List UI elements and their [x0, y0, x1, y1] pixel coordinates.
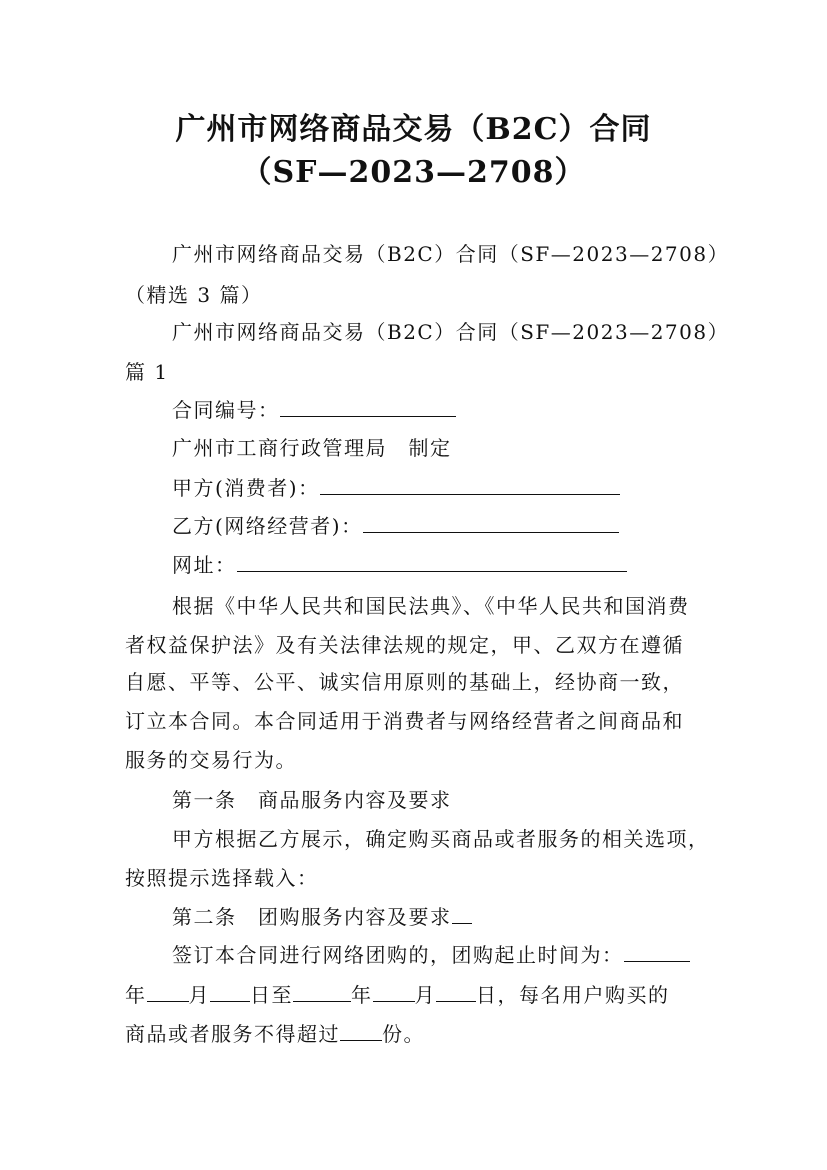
day-to-label: 日至 [250, 983, 293, 1007]
party-a-blank [320, 476, 620, 495]
end-day-blank [436, 983, 476, 1002]
purchase-limit-label: 商品或者服务不得超过 [125, 1022, 340, 1046]
article-2-heading: 第二条 团购服务内容及要求 [172, 905, 452, 929]
group-buy-period-label: 签订本合同进行网络团购的，团购起止时间为： [172, 943, 624, 967]
document-title: 广州市网络商品交易（B2C）合同 [175, 112, 652, 147]
article-1-heading: 第一条 商品服务内容及要求 [172, 788, 452, 812]
website-blank [237, 553, 627, 572]
contract-number-label: 合同编号： [172, 398, 280, 422]
purchase-limit-unit: 份。 [382, 1022, 425, 1046]
party-b-blank [363, 514, 619, 533]
party-a-row [172, 476, 620, 500]
end-year-blank [293, 983, 351, 1002]
group-buy-dates-row [125, 983, 670, 1007]
subtitle-selection-note: （精选 3 篇） [125, 283, 263, 307]
article-1-body-line: 按照提示选择载入： [125, 866, 319, 890]
preamble-line: 自愿、平等、公平、诚实信用原则的基础上，经协商一致， [125, 670, 684, 694]
month-label: 月 [414, 983, 436, 1007]
preamble-line: 根据《中华人民共和国民法典》、《中华人民共和国消费 [172, 594, 690, 618]
issuer-line: 广州市工商行政管理局 制定 [172, 436, 452, 460]
party-b-row [172, 514, 619, 538]
contract-number-blank [280, 398, 456, 417]
document-title-code: （SF—2023—2708） [241, 155, 586, 190]
subtitle-line: 广州市网络商品交易（B2C）合同（SF—2023—2708） [172, 242, 730, 266]
website-label: 网址： [172, 553, 237, 577]
preamble-line: 者权益保护法》及有关法律法规的规定，甲、乙双方在遵循 [125, 633, 684, 657]
group-buy-start-year-blank [624, 943, 690, 962]
article-1-body-line: 甲方根据乙方展示，确定购买商品或者服务的相关选项， [172, 827, 710, 851]
preamble-line: 订立本合同。本合同适用于消费者与网络经营者之间商品和 [125, 709, 684, 733]
group-buy-period-row [172, 943, 690, 967]
party-a-label: 甲方(消费者)： [172, 476, 320, 500]
purchase-limit-row [125, 1022, 425, 1046]
start-day-blank [210, 983, 250, 1002]
day-end-label: 日，每名用户购买的 [476, 983, 670, 1007]
article-2-heading-row [172, 905, 472, 929]
part-heading: 广州市网络商品交易（B2C）合同（SF—2023—2708） [172, 320, 730, 344]
part-number: 篇 1 [125, 360, 169, 384]
party-b-label: 乙方(网络经营者)： [172, 514, 363, 538]
preamble-line: 服务的交易行为。 [125, 748, 297, 772]
website-row [172, 553, 627, 577]
start-month-blank [147, 983, 189, 1002]
contract-number-row [172, 398, 456, 422]
purchase-limit-blank [340, 1022, 382, 1041]
article-2-heading-blank [452, 905, 472, 924]
month-label: 月 [188, 983, 210, 1007]
year-label: 年 [125, 983, 147, 1007]
end-month-blank [373, 983, 415, 1002]
year-label: 年 [351, 983, 373, 1007]
